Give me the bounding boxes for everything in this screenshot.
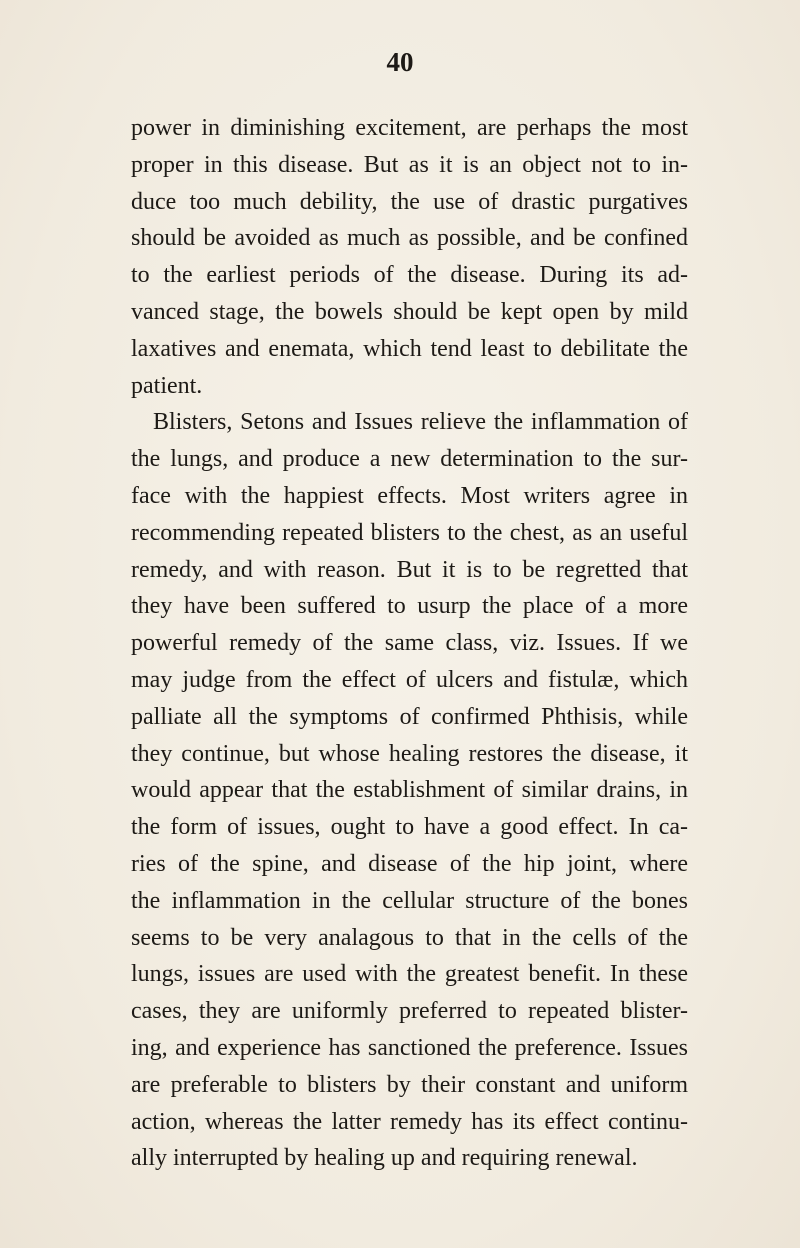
page-number: 40 — [386, 47, 414, 77]
text-line: patient. — [131, 372, 203, 399]
body-text — [131, 110, 688, 1177]
text-line: laxatives and enemata, which tend least to debilitate the — [131, 335, 688, 362]
text-line: lungs, issues are used with the greatest benefit. In these — [131, 961, 688, 988]
text-line: face with the happiest effects. Most writers agree in — [131, 482, 688, 509]
text-line: vanced stage, the bowels should be kept open by mild — [131, 298, 688, 325]
text-line: duce too much debility, the use of drastic purgatives — [131, 188, 688, 215]
text-line: are preferable to blisters by their constant and uniform — [131, 1071, 688, 1098]
text-line: powerful remedy of the same class, viz. Issues. If we — [131, 630, 688, 657]
text-line: palliate all the symptoms of confirmed Phthisis, while — [131, 703, 688, 730]
text-line: Blisters, Setons and Issues relieve the inflammation of — [153, 409, 688, 436]
text-line: ries of the spine, and disease of the hip joint, where — [131, 850, 688, 877]
text-line: they continue, but whose healing restores the disease, it — [131, 740, 688, 767]
text-line: to the earliest periods of the disease. During its ad- — [131, 262, 688, 289]
text-line: action, whereas the latter remedy has its effect continu- — [131, 1108, 688, 1135]
text-line: power in diminishing excitement, are perhaps the most — [131, 115, 688, 141]
text-line: may judge from the effect of ulcers and fistulæ, which — [131, 666, 688, 693]
text-line: should be avoided as much as possible, and be confined — [131, 225, 688, 252]
text-line: ing, and experience has sanctioned the preference. Issues — [131, 1034, 688, 1061]
text-line: the inflammation in the cellular structure of the bones — [131, 887, 688, 914]
text-line: proper in this disease. But as it is an object not to in- — [131, 151, 688, 178]
text-line: cases, they are uniformly preferred to repeated blister- — [131, 998, 688, 1025]
text-line: they have been suffered to usurp the place of a more — [131, 593, 688, 620]
text-line: the lungs, and produce a new determination to the sur- — [131, 446, 688, 473]
text-line: ally interrupted by healing up and requiring renewal. — [131, 1145, 638, 1172]
text-line: would appear that the establishment of similar drains, in — [131, 777, 688, 804]
text-line: seems to be very analagous to that in the cells of the — [131, 924, 688, 951]
text-line: recommending repeated blisters to the chest, as an useful — [131, 519, 688, 546]
text-line: the form of issues, ought to have a good effect. In ca- — [131, 814, 688, 841]
text-line: remedy, and with reason. But it is to be regretted that — [131, 556, 688, 583]
